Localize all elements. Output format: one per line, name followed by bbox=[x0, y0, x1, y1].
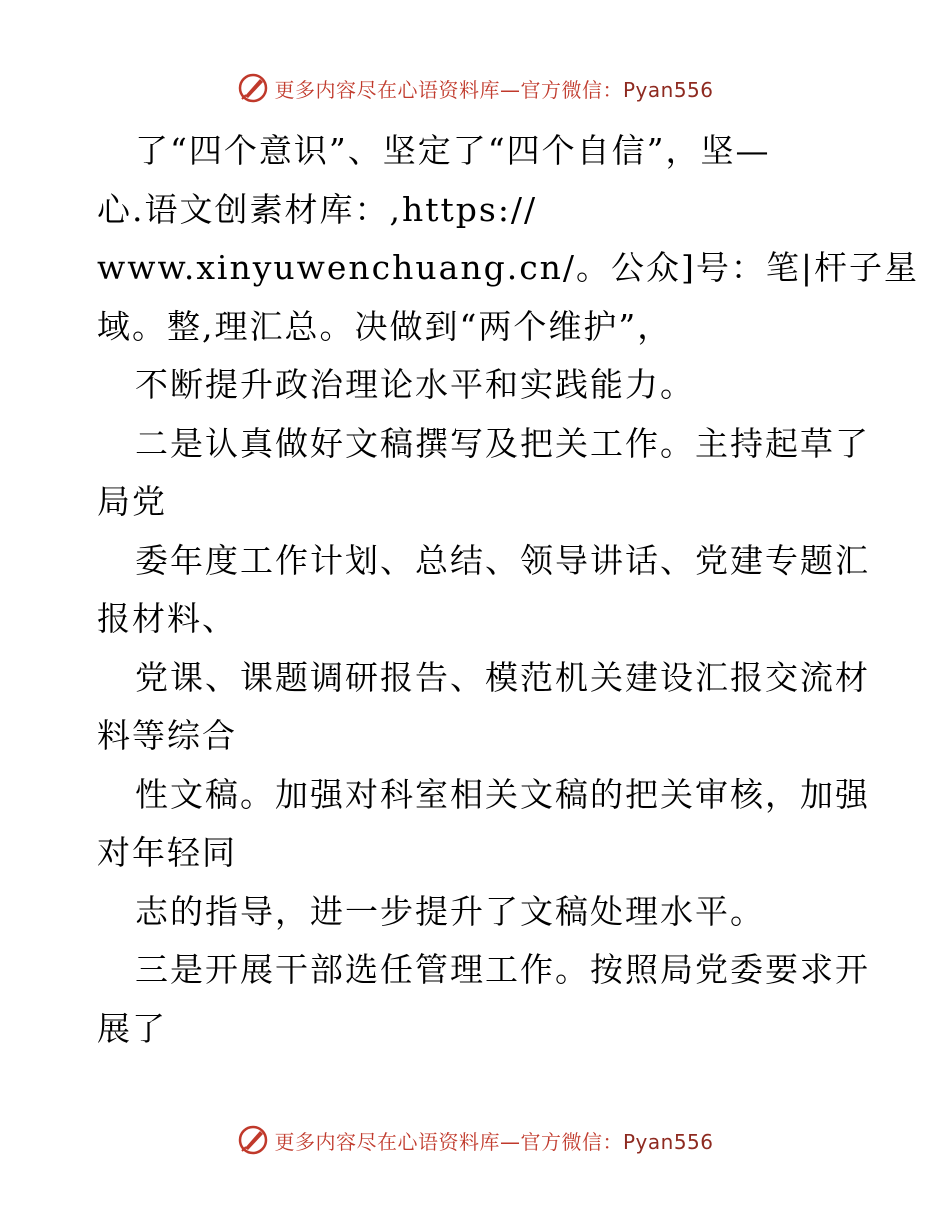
document-body bbox=[97, 122, 920, 1058]
text-line: 三是开展干部选任管理工作。按照局党委要求开 bbox=[135, 950, 870, 989]
watermark-label: 更多内容尽在心语资料库—官方微信： bbox=[274, 1129, 623, 1154]
text-line: 域。整,理汇总。决做到“两个维护”， bbox=[97, 306, 673, 346]
text-line: 局党 bbox=[97, 482, 167, 521]
text-line: 党课、课题调研报告、模范机关建设汇报交流材 bbox=[135, 657, 870, 697]
quill-logo-icon bbox=[236, 71, 270, 105]
text-line: 料等综合 bbox=[97, 716, 237, 755]
header-watermark bbox=[0, 68, 950, 108]
watermark-text bbox=[274, 74, 713, 103]
text-line: 委年度工作计划、总结、领导讲话、党建专题汇 bbox=[135, 540, 870, 580]
watermark-contact: Pyan556 bbox=[622, 77, 714, 102]
watermark-label: 更多内容尽在心语资料库—官方微信： bbox=[274, 77, 623, 102]
text-line: 二是认真做好文稿撰写及把关工作。主持起草了 bbox=[135, 423, 870, 463]
watermark-text bbox=[274, 1126, 713, 1155]
text-line: 不断提升政治理论水平和实践能力。 bbox=[135, 365, 695, 404]
text-line: 报材料、 bbox=[97, 599, 237, 638]
text-line: 性文稿。加强对科室相关文稿的把关审核，加强 bbox=[135, 774, 870, 814]
quill-logo-icon bbox=[236, 1123, 270, 1157]
text-line: 展了 bbox=[97, 1008, 167, 1048]
footer-watermark bbox=[0, 1120, 950, 1160]
watermark-contact: Pyan556 bbox=[622, 1129, 714, 1154]
text-line: 了“四个意识”、坚定了“四个自信”，坚— bbox=[135, 131, 771, 170]
text-line: www.xinyuwenchuang.cn/。公众]号：笔|杆子星 bbox=[97, 248, 920, 287]
text-line: 志的指导，进一步提升了文稿处理水平。 bbox=[135, 891, 765, 931]
text-line: 对年轻同 bbox=[97, 833, 237, 872]
text-line: 心.语文创素材库：,https:// bbox=[97, 189, 538, 229]
